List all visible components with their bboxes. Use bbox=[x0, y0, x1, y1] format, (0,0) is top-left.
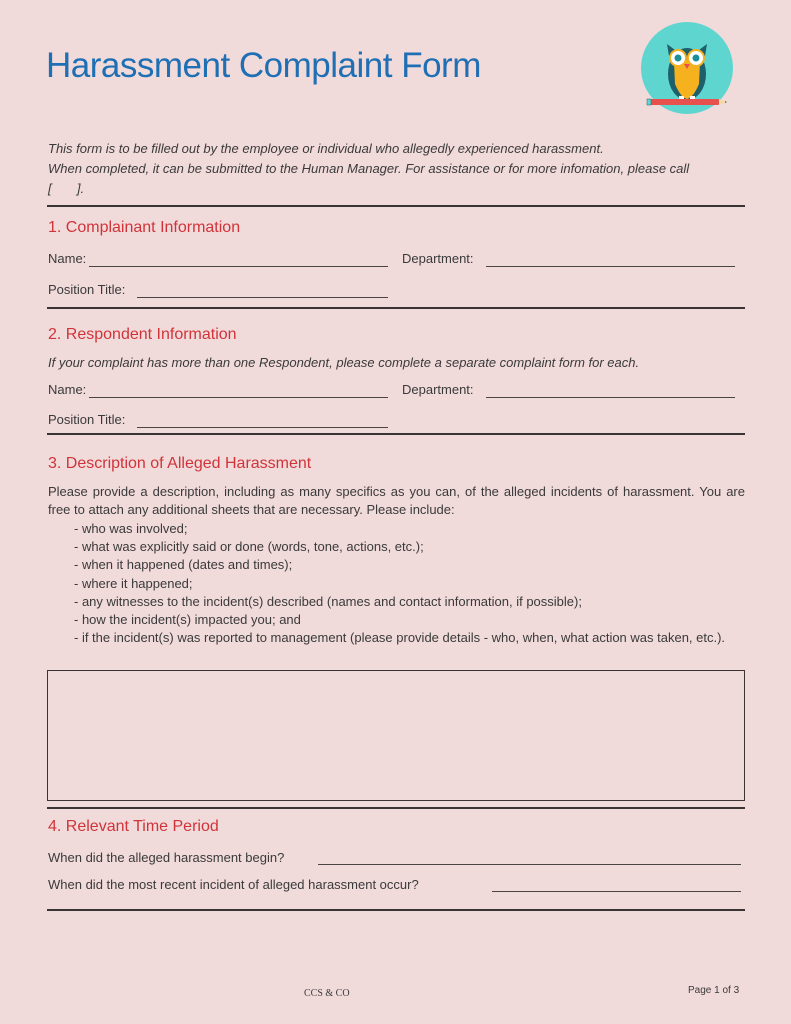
footer-page-number: Page 1 of 3 bbox=[688, 985, 740, 996]
section-divider bbox=[47, 807, 745, 809]
time-period-section-title: 4. Relevant Time Period bbox=[48, 818, 219, 835]
footer-company: CCS & CO bbox=[304, 988, 350, 999]
complainant-name-label: Name: bbox=[48, 251, 87, 266]
intro-line-3: [ ]. bbox=[48, 181, 85, 196]
description-section-title: 3. Description of Alleged Harassment bbox=[48, 455, 312, 472]
harassment-begin-field[interactable] bbox=[318, 849, 741, 865]
respondent-name-label: Name: bbox=[48, 382, 87, 397]
owl-on-pencil-icon bbox=[641, 22, 733, 114]
intro-text bbox=[48, 139, 748, 199]
list-item: - how the incident(s) impacted you; and bbox=[74, 612, 301, 628]
respondent-note: If your complaint has more than one Respondent, please complete a separate complaint form for each. bbox=[48, 355, 640, 370]
description-instructions: Please provide a description, including as many specifics as you can, of the alleged incidents of harassment. You are free to attach any additional sheets that are necessary. Please include: bbox=[48, 484, 745, 518]
list-item: - who was involved; bbox=[74, 521, 188, 536]
respondent-position-label: Position Title: bbox=[48, 412, 126, 427]
list-item: - if the incident(s) was reported to management (please provide details - who, when, what action was taken, etc.). bbox=[74, 630, 726, 646]
recent-incident-field[interactable] bbox=[492, 876, 741, 892]
recent-incident-label: When did the most recent incident of alleged harassment occur? bbox=[48, 877, 419, 892]
section-divider bbox=[47, 433, 745, 435]
complainant-position-label: Position Title: bbox=[48, 282, 126, 297]
description-textarea[interactable] bbox=[47, 670, 745, 801]
section-divider bbox=[47, 307, 745, 309]
respondent-department-field[interactable] bbox=[486, 381, 735, 398]
intro-line-1: This form is to be filled out by the employee or individual who allegedly experienced harassment. bbox=[48, 141, 604, 156]
respondent-section-title: 2. Respondent Information bbox=[48, 326, 237, 343]
section-divider bbox=[47, 909, 745, 911]
complainant-name-field[interactable] bbox=[89, 250, 388, 267]
list-item: - when it happened (dates and times); bbox=[74, 557, 293, 573]
description-checklist bbox=[74, 520, 745, 647]
respondent-department-label: Department: bbox=[402, 382, 474, 397]
intro-line-2: When completed, it can be submitted to the Human Manager. For assistance or for more infomation, please call bbox=[48, 161, 690, 176]
list-item: - what was explicitly said or done (words, tone, actions, etc.); bbox=[74, 539, 424, 555]
complainant-department-field[interactable] bbox=[486, 250, 735, 267]
complainant-department-label: Department: bbox=[402, 251, 474, 266]
page-title: Harassment Complaint Form bbox=[46, 46, 481, 85]
complainant-position-field[interactable] bbox=[137, 281, 388, 298]
list-item: - where it happened; bbox=[74, 575, 193, 591]
respondent-name-field[interactable] bbox=[89, 381, 388, 398]
complainant-section-title: 1. Complainant Information bbox=[48, 219, 241, 236]
list-item: - any witnesses to the incident(s) described (names and contact information, if possible); bbox=[74, 593, 582, 609]
section-divider bbox=[47, 205, 745, 207]
harassment-begin-label: When did the alleged harassment begin? bbox=[48, 850, 285, 865]
respondent-position-field[interactable] bbox=[137, 411, 388, 428]
